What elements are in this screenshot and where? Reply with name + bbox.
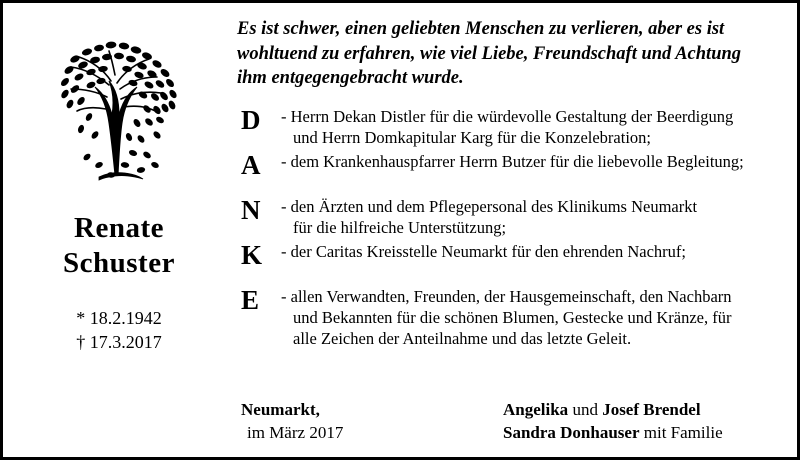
death-date: † 17.3.2017 [76,332,162,353]
danke-letter-a: A [241,149,261,180]
thanks-line: und Herrn Domkapitular Karg für die Konzelebration; [293,127,651,147]
birth-date: * 18.2.1942 [76,307,162,328]
thanks-item [281,197,783,242]
danke-letter-n: N [241,194,261,225]
right-column [225,11,787,451]
thanks-line: alle Zeichen der Anteilnahme und das letzte Geleit. [293,328,632,348]
deceased-first-name: Renate [74,212,164,244]
date: im März 2017 [247,423,344,443]
thanks-item [281,107,783,152]
thanks-line: - allen Verwandten, Freunden, der Hausgemeinschaft, den Nachbarn [281,286,732,306]
thanks-line: - Herrn Dekan Distler für die würdevolle Gestaltung der Beerdigung [281,106,734,126]
danke-letter-e: E [241,284,260,315]
left-column [13,11,225,451]
family-conjunction: und [568,400,603,420]
thanks-items [281,107,783,350]
thanks-item [281,242,783,287]
place-and-date [241,399,489,445]
family-line-2 [503,422,783,445]
family-line-1 [503,399,783,422]
epigraph-text: Es ist schwer, einen geliebten Menschen zu verlieren, aber es ist wohltuend zu erfahren, wie viel Liebe, Freundschaft und Achtung ihm entgegengebracht wurde. [237,19,742,89]
deceased-last-name: Schuster [63,247,175,280]
life-dates [76,306,162,355]
thanks-line: - dem Krankenhauspfarrer Herrn Butzer für die liebevolle Begleitung; [281,151,744,171]
thanks-item [281,287,783,350]
family-name-sandra-donhauser: Sandra Donhauser [503,423,640,443]
family-names [489,399,783,445]
deceased-name [63,211,175,282]
family-name-angelika: Angelika [503,400,569,420]
thanks-block [231,104,783,350]
danke-letter-k: K [241,239,263,270]
thanks-item [281,152,783,197]
family-suffix: mit Familie [639,423,723,443]
thanks-line: für die hilfreiche Unterstützung; [293,217,507,237]
thanks-line: - der Caritas Kreisstelle Neumarkt für den ehrenden Nachruf; [281,241,686,261]
family-name-josef-brendel: Josef Brendel [602,400,701,420]
place: Neumarkt, [241,400,320,420]
danke-letter-d: D [241,104,261,135]
thanks-line: - den Ärzten und dem Pflegepersonal des Klinikums Neumarkt [281,196,698,216]
footer [231,399,783,451]
windblown-tree-icon [29,25,209,205]
danke-acrostic [241,104,281,350]
thanks-line: und Bekannten für die schönen Blumen, Gestecke und Kränze, für [293,307,732,327]
